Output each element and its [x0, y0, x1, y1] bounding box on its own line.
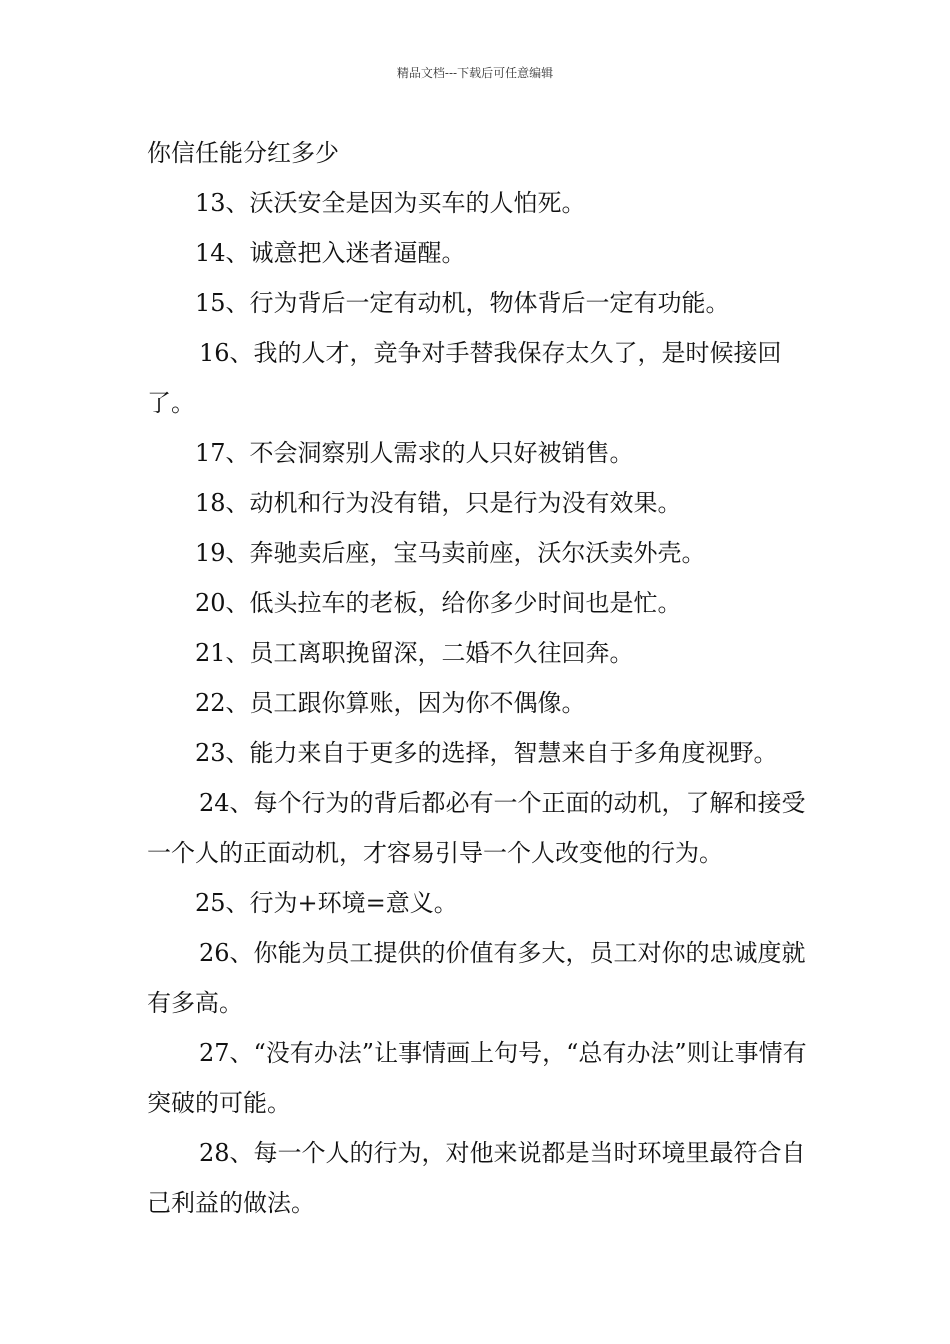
paragraph-16: 16、我的人才，竞争对手替我保存太久了，是时候接回了。 — [147, 339, 782, 417]
paragraph-17: 17、不会洞察别人需求的人只好被销售。 — [195, 439, 634, 467]
page-header: 精品文档---下载后可任意编辑 — [396, 66, 554, 80]
paragraph-25: 25、行为+环境=意义。 — [195, 889, 458, 917]
paragraph-20: 20、低头拉车的老板，给你多少时间也是忙。 — [195, 589, 682, 617]
paragraph-27: 27、“没有办法”让事情画上句号，“总有办法”则让事情有突破的可能。 — [147, 1039, 807, 1117]
paragraph-15: 15、行为背后一定有动机，物体背后一定有功能。 — [195, 289, 730, 317]
paragraph-26: 26、你能为员工提供的价值有多大，员工对你的忠诚度就有多高。 — [147, 939, 806, 1017]
paragraph-28: 28、每一个人的行为，对他来说都是当时环境里最符合自己利益的做法。 — [147, 1139, 806, 1217]
paragraph-19: 19、奔驰卖后座，宝马卖前座，沃尔沃卖外壳。 — [195, 539, 706, 567]
document-body — [147, 128, 812, 1228]
paragraph-23: 23、能力来自于更多的选择，智慧来自于多角度视野。 — [195, 739, 778, 767]
paragraph-18: 18、动机和行为没有错，只是行为没有效果。 — [195, 489, 682, 517]
paragraph-21: 21、员工离职挽留深，二婚不久往回奔。 — [195, 639, 634, 667]
paragraph-22: 22、员工跟你算账，因为你不偶像。 — [195, 689, 586, 717]
paragraph-13: 13、沃沃安全是因为买车的人怕死。 — [195, 189, 586, 217]
paragraph-14: 14、诚意把入迷者逼醒。 — [195, 239, 466, 267]
paragraph-continuation: 你信任能分红多少 — [147, 139, 339, 167]
paragraph-24: 24、每个行为的背后都必有一个正面的动机，了解和接受一个人的正面动机，才容易引导一个人改变他的行为。 — [147, 789, 806, 867]
